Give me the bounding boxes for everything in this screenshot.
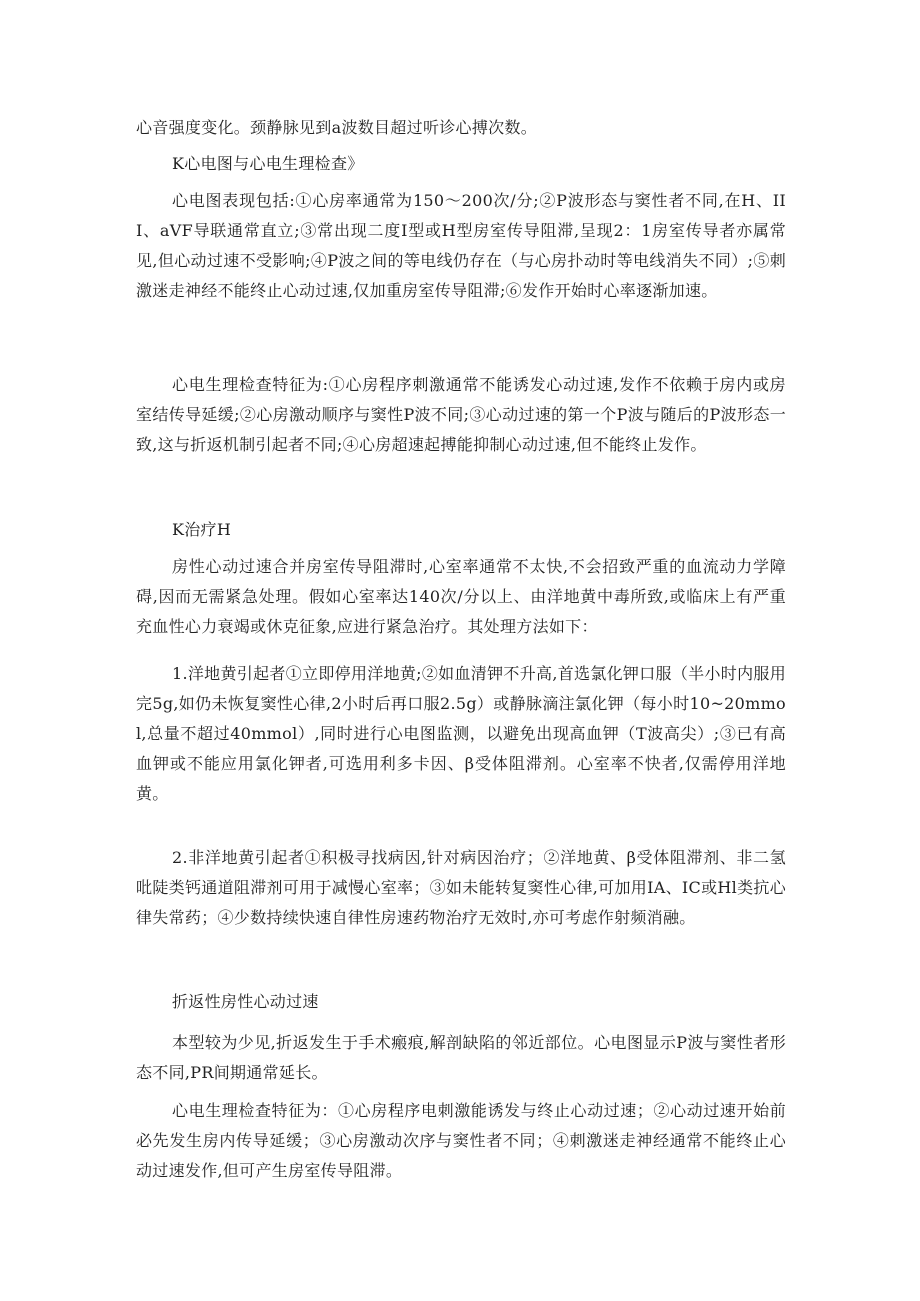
paragraph-non-digitalis: 2.非洋地黄引起者①积极寻找病因,针对病因治疗；②洋地黄、β受体阻滞剂、非二氢吡陡类钙通道阻滞剂可用于减慢心室率；③如未能转复窦性心律,可加用IA、IC或Hl类抗心律失常药；④少数持续快速自律性房速药物治疗无效时,亦可考虑作射频消融。 [136, 848, 786, 927]
section-heading-ecg: K心电图与心电生理检查》 [172, 154, 364, 173]
paragraph-reentrant-description: 本型较为少见,折返发生于手术瘢痕,解剖缺陷的邻近部位。心电图显示P波与窦性者形态不同,PR间期通常延长。 [136, 1033, 786, 1082]
paragraph-reentrant-ep: 心电生理检查特征为：①心房程序电刺激能诱发与终止心动过速；②心动过速开始前必先发生房内传导延缓；③心房激动次序与窦性者不同；④刺激迷走神经通常不能终止心动过速发作,但可产生房室传导阻滞。 [136, 1101, 786, 1180]
section-heading-reentrant-at: 折返性房性心动过速 [172, 992, 319, 1011]
paragraph-ecg-findings: 心电图表现包括:①心房率通常为150～200次/分;②P波形态与窦性者不同,在H、III、aVF导联通常直立;③常出现二度I型或H型房室传导阻滞,呈现2：1房室传导者亦属常见,但心动过速不受影响;④P波之间的等电线仍存在（与心房扑动时等电线消失不同）;⑤刺激迷走神经不能终止心动过速,仅加重房室传导阻滞;⑥发作开始时心率逐渐加速。 [136, 191, 786, 300]
paragraph-ep-findings: 心电生理检查特征为:①心房程序刺激通常不能诱发心动过速,发作不依赖于房内或房室结传导延缓;②心房激动顺序与窦性P波不同;③心动过速的第一个P波与随后的P波形态一致,这与折返机制引起者不同;④心房超速起搏能抑制心动过速,但不能终止发作。 [136, 375, 786, 454]
section-heading-treatment: K治疗H [172, 520, 232, 539]
paragraph-treatment-overview: 房性心动过速合并房室传导阻滞时,心室率通常不太快,不会招致严重的血流动力学障碍,因而无需紧急处理。假如心室率达140次/分以上、由洋地黄中毒所致,或临床上有严重充血性心力衰竭或休克征象,应进行紧急治疗。其处理方法如下： [136, 557, 786, 636]
paragraph-intro: 心音强度变化。颈静脉见到a波数目超过听诊心搏次数。 [136, 118, 538, 137]
paragraph-digitalis-induced: 1.洋地黄引起者①立即停用洋地黄;②如血清钾不升高,首选氯化钾口服（半小时内服用完5g,如仍未恢复窦性心律,2小时后再口服2.5g）或静脉滴注氯化钾（每小时10~20mmol,总量不超过40mmol）,同时进行心电图监测，以避免出现高血钾（T波高尖）;③已有高血钾或不能应用氯化钾者,可选用利多卡因、β受体阻滞剂。心室率不快者,仅需停用洋地黄。 [136, 664, 786, 803]
